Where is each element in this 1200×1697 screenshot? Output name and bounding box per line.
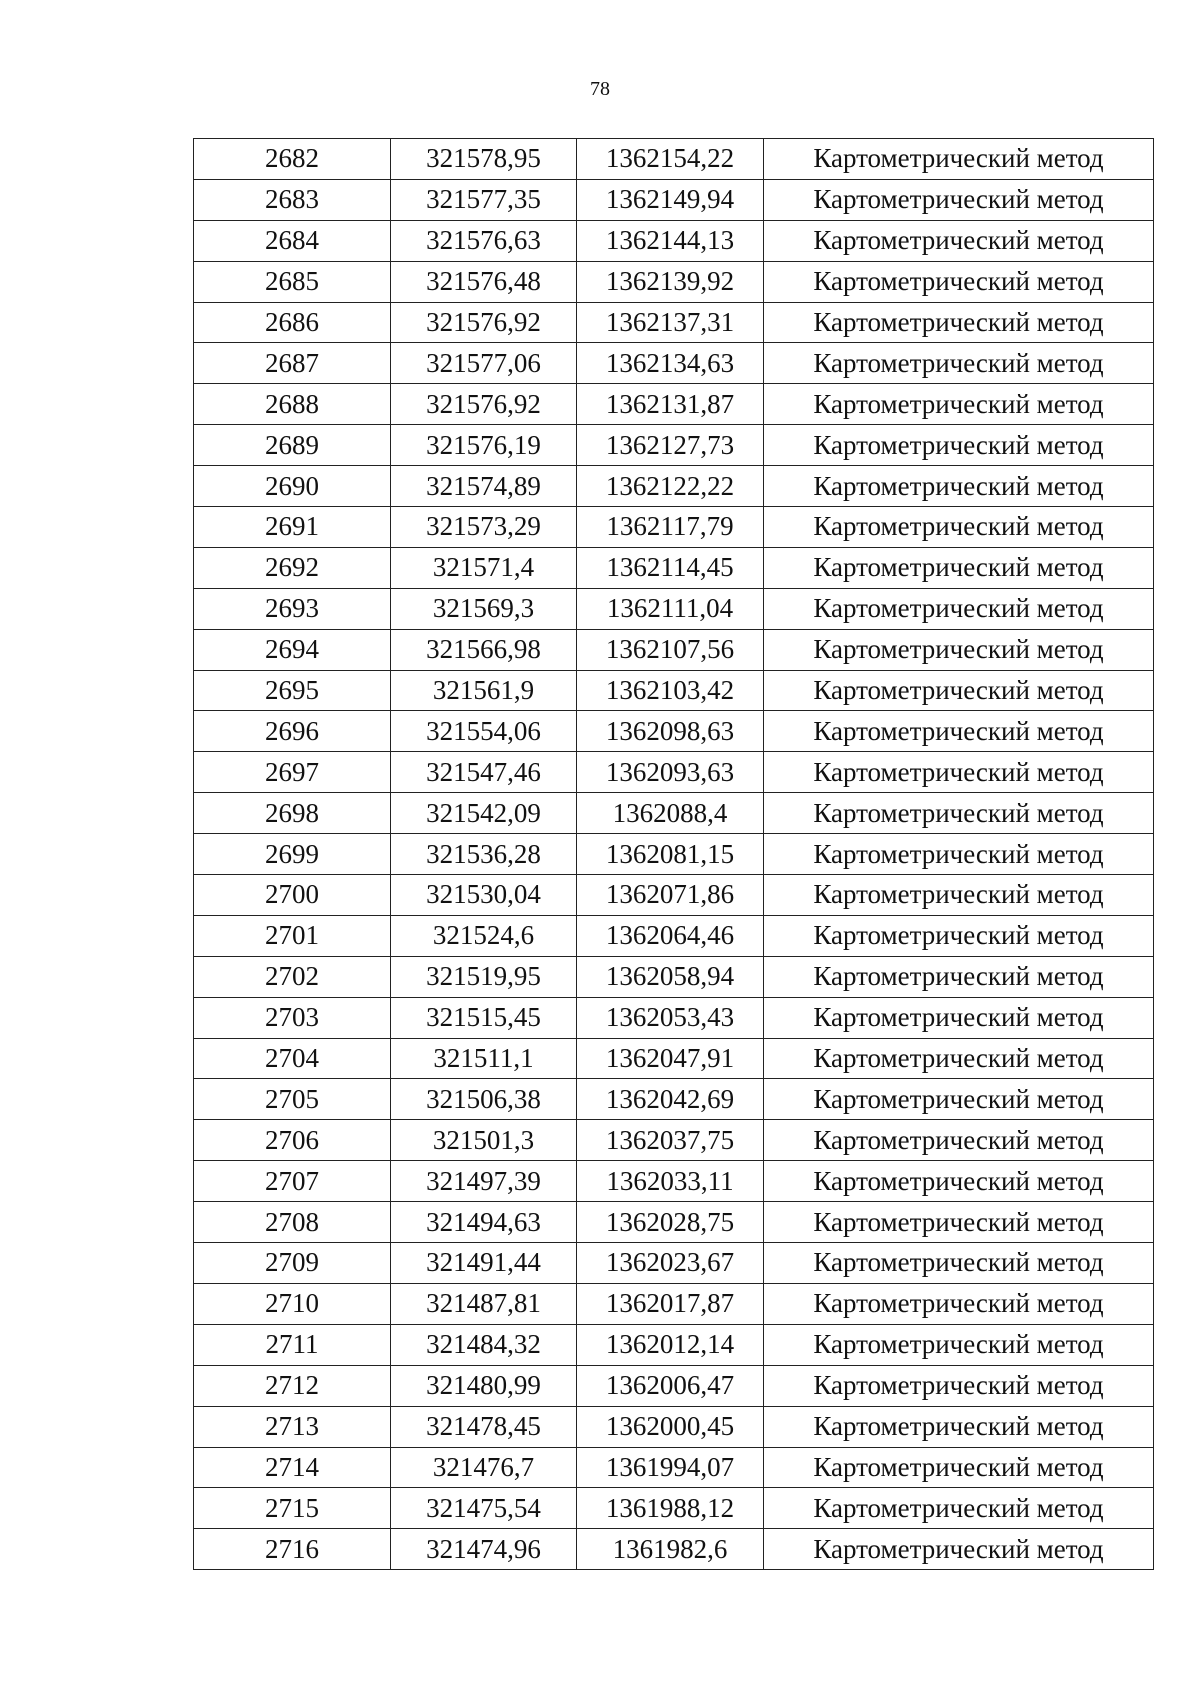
point-number-cell: 2688 xyxy=(194,384,391,425)
method-cell: Картометрический метод xyxy=(764,1120,1154,1161)
x-coordinate-cell: 321487,81 xyxy=(391,1283,577,1324)
x-coordinate-cell: 321491,44 xyxy=(391,1243,577,1284)
method-cell: Картометрический метод xyxy=(764,793,1154,834)
x-coordinate-cell: 321475,54 xyxy=(391,1488,577,1529)
y-coordinate-cell: 1362107,56 xyxy=(577,629,764,670)
y-coordinate-cell: 1361994,07 xyxy=(577,1447,764,1488)
y-coordinate-cell: 1362098,63 xyxy=(577,711,764,752)
method-cell: Картометрический метод xyxy=(764,466,1154,507)
table-row xyxy=(194,425,1154,466)
method-cell: Картометрический метод xyxy=(764,1079,1154,1120)
x-coordinate-cell: 321501,3 xyxy=(391,1120,577,1161)
y-coordinate-cell: 1361982,6 xyxy=(577,1529,764,1570)
method-cell: Картометрический метод xyxy=(764,507,1154,548)
table-row xyxy=(194,1283,1154,1324)
y-coordinate-cell: 1362111,04 xyxy=(577,588,764,629)
table-row xyxy=(194,588,1154,629)
y-coordinate-cell: 1362134,63 xyxy=(577,343,764,384)
page-number: 78 xyxy=(590,78,610,100)
point-number-cell: 2687 xyxy=(194,343,391,384)
y-coordinate-cell: 1362139,92 xyxy=(577,261,764,302)
point-number-cell: 2712 xyxy=(194,1365,391,1406)
y-coordinate-cell: 1362071,86 xyxy=(577,875,764,916)
x-coordinate-cell: 321494,63 xyxy=(391,1202,577,1243)
x-coordinate-cell: 321480,99 xyxy=(391,1365,577,1406)
point-number-cell: 2689 xyxy=(194,425,391,466)
point-number-cell: 2708 xyxy=(194,1202,391,1243)
method-cell: Картометрический метод xyxy=(764,588,1154,629)
method-cell: Картометрический метод xyxy=(764,629,1154,670)
point-number-cell: 2692 xyxy=(194,547,391,588)
coordinates-table-body xyxy=(194,139,1154,1570)
point-number-cell: 2682 xyxy=(194,139,391,180)
point-number-cell: 2703 xyxy=(194,997,391,1038)
y-coordinate-cell: 1362047,91 xyxy=(577,1038,764,1079)
table-row xyxy=(194,1161,1154,1202)
x-coordinate-cell: 321476,7 xyxy=(391,1447,577,1488)
point-number-cell: 2716 xyxy=(194,1529,391,1570)
point-number-cell: 2714 xyxy=(194,1447,391,1488)
x-coordinate-cell: 321515,45 xyxy=(391,997,577,1038)
point-number-cell: 2691 xyxy=(194,507,391,548)
point-number-cell: 2704 xyxy=(194,1038,391,1079)
x-coordinate-cell: 321571,4 xyxy=(391,547,577,588)
table-row xyxy=(194,915,1154,956)
y-coordinate-cell: 1362012,14 xyxy=(577,1324,764,1365)
method-cell: Картометрический метод xyxy=(764,875,1154,916)
y-coordinate-cell: 1362127,73 xyxy=(577,425,764,466)
point-number-cell: 2710 xyxy=(194,1283,391,1324)
y-coordinate-cell: 1362144,13 xyxy=(577,220,764,261)
y-coordinate-cell: 1362058,94 xyxy=(577,956,764,997)
method-cell: Картометрический метод xyxy=(764,956,1154,997)
y-coordinate-cell: 1362137,31 xyxy=(577,302,764,343)
y-coordinate-cell: 1362149,94 xyxy=(577,179,764,220)
coordinates-table xyxy=(193,138,1154,1570)
y-coordinate-cell: 1362037,75 xyxy=(577,1120,764,1161)
y-coordinate-cell: 1362017,87 xyxy=(577,1283,764,1324)
x-coordinate-cell: 321530,04 xyxy=(391,875,577,916)
x-coordinate-cell: 321497,39 xyxy=(391,1161,577,1202)
table-row xyxy=(194,547,1154,588)
y-coordinate-cell: 1362033,11 xyxy=(577,1161,764,1202)
table-row xyxy=(194,670,1154,711)
y-coordinate-cell: 1362053,43 xyxy=(577,997,764,1038)
point-number-cell: 2711 xyxy=(194,1324,391,1365)
table-row xyxy=(194,1488,1154,1529)
y-coordinate-cell: 1362103,42 xyxy=(577,670,764,711)
table-row xyxy=(194,1447,1154,1488)
method-cell: Картометрический метод xyxy=(764,384,1154,425)
method-cell: Картометрический метод xyxy=(764,1283,1154,1324)
table-row xyxy=(194,343,1154,384)
point-number-cell: 2683 xyxy=(194,179,391,220)
point-number-cell: 2706 xyxy=(194,1120,391,1161)
method-cell: Картометрический метод xyxy=(764,834,1154,875)
y-coordinate-cell: 1362064,46 xyxy=(577,915,764,956)
method-cell: Картометрический метод xyxy=(764,1529,1154,1570)
method-cell: Картометрический метод xyxy=(764,343,1154,384)
table-row xyxy=(194,1202,1154,1243)
x-coordinate-cell: 321576,63 xyxy=(391,220,577,261)
x-coordinate-cell: 321524,6 xyxy=(391,915,577,956)
x-coordinate-cell: 321576,48 xyxy=(391,261,577,302)
table-row xyxy=(194,875,1154,916)
x-coordinate-cell: 321478,45 xyxy=(391,1406,577,1447)
x-coordinate-cell: 321578,95 xyxy=(391,139,577,180)
point-number-cell: 2715 xyxy=(194,1488,391,1529)
point-number-cell: 2693 xyxy=(194,588,391,629)
point-number-cell: 2709 xyxy=(194,1243,391,1284)
table-row xyxy=(194,834,1154,875)
x-coordinate-cell: 321554,06 xyxy=(391,711,577,752)
method-cell: Картометрический метод xyxy=(764,711,1154,752)
method-cell: Картометрический метод xyxy=(764,220,1154,261)
method-cell: Картометрический метод xyxy=(764,997,1154,1038)
x-coordinate-cell: 321576,92 xyxy=(391,302,577,343)
method-cell: Картометрический метод xyxy=(764,547,1154,588)
x-coordinate-cell: 321519,95 xyxy=(391,956,577,997)
x-coordinate-cell: 321574,89 xyxy=(391,466,577,507)
y-coordinate-cell: 1361988,12 xyxy=(577,1488,764,1529)
y-coordinate-cell: 1362028,75 xyxy=(577,1202,764,1243)
x-coordinate-cell: 321506,38 xyxy=(391,1079,577,1120)
table-row xyxy=(194,956,1154,997)
point-number-cell: 2697 xyxy=(194,752,391,793)
table-row xyxy=(194,752,1154,793)
table-row xyxy=(194,997,1154,1038)
y-coordinate-cell: 1362000,45 xyxy=(577,1406,764,1447)
y-coordinate-cell: 1362114,45 xyxy=(577,547,764,588)
x-coordinate-cell: 321569,3 xyxy=(391,588,577,629)
method-cell: Картометрический метод xyxy=(764,302,1154,343)
table-row xyxy=(194,1406,1154,1447)
method-cell: Картометрический метод xyxy=(764,179,1154,220)
x-coordinate-cell: 321547,46 xyxy=(391,752,577,793)
y-coordinate-cell: 1362131,87 xyxy=(577,384,764,425)
table-row xyxy=(194,466,1154,507)
x-coordinate-cell: 321484,32 xyxy=(391,1324,577,1365)
method-cell: Картометрический метод xyxy=(764,425,1154,466)
method-cell: Картометрический метод xyxy=(764,1243,1154,1284)
x-coordinate-cell: 321576,19 xyxy=(391,425,577,466)
table-row xyxy=(194,139,1154,180)
x-coordinate-cell: 321577,06 xyxy=(391,343,577,384)
table-row xyxy=(194,507,1154,548)
method-cell: Картометрический метод xyxy=(764,1202,1154,1243)
y-coordinate-cell: 1362006,47 xyxy=(577,1365,764,1406)
point-number-cell: 2702 xyxy=(194,956,391,997)
y-coordinate-cell: 1362042,69 xyxy=(577,1079,764,1120)
table-row xyxy=(194,1365,1154,1406)
table-row xyxy=(194,179,1154,220)
table-row xyxy=(194,384,1154,425)
method-cell: Картометрический метод xyxy=(764,1447,1154,1488)
point-number-cell: 2707 xyxy=(194,1161,391,1202)
method-cell: Картометрический метод xyxy=(764,1365,1154,1406)
x-coordinate-cell: 321542,09 xyxy=(391,793,577,834)
table-row xyxy=(194,1324,1154,1365)
point-number-cell: 2686 xyxy=(194,302,391,343)
table-row xyxy=(194,1243,1154,1284)
method-cell: Картометрический метод xyxy=(764,139,1154,180)
table-row xyxy=(194,629,1154,670)
y-coordinate-cell: 1362023,67 xyxy=(577,1243,764,1284)
y-coordinate-cell: 1362093,63 xyxy=(577,752,764,793)
y-coordinate-cell: 1362122,22 xyxy=(577,466,764,507)
method-cell: Картометрический метод xyxy=(764,1488,1154,1529)
x-coordinate-cell: 321566,98 xyxy=(391,629,577,670)
method-cell: Картометрический метод xyxy=(764,1161,1154,1202)
table-row xyxy=(194,1038,1154,1079)
method-cell: Картометрический метод xyxy=(764,670,1154,711)
table-row xyxy=(194,302,1154,343)
point-number-cell: 2700 xyxy=(194,875,391,916)
x-coordinate-cell: 321573,29 xyxy=(391,507,577,548)
point-number-cell: 2694 xyxy=(194,629,391,670)
point-number-cell: 2705 xyxy=(194,1079,391,1120)
table-row xyxy=(194,793,1154,834)
table-row xyxy=(194,1120,1154,1161)
x-coordinate-cell: 321577,35 xyxy=(391,179,577,220)
method-cell: Картометрический метод xyxy=(764,261,1154,302)
point-number-cell: 2698 xyxy=(194,793,391,834)
method-cell: Картометрический метод xyxy=(764,915,1154,956)
method-cell: Картометрический метод xyxy=(764,1038,1154,1079)
table-row xyxy=(194,1079,1154,1120)
point-number-cell: 2696 xyxy=(194,711,391,752)
x-coordinate-cell: 321536,28 xyxy=(391,834,577,875)
point-number-cell: 2695 xyxy=(194,670,391,711)
x-coordinate-cell: 321576,92 xyxy=(391,384,577,425)
point-number-cell: 2685 xyxy=(194,261,391,302)
method-cell: Картометрический метод xyxy=(764,1324,1154,1365)
table-row xyxy=(194,261,1154,302)
point-number-cell: 2701 xyxy=(194,915,391,956)
table-row xyxy=(194,220,1154,261)
table-row xyxy=(194,1529,1154,1570)
method-cell: Картометрический метод xyxy=(764,752,1154,793)
point-number-cell: 2713 xyxy=(194,1406,391,1447)
point-number-cell: 2684 xyxy=(194,220,391,261)
x-coordinate-cell: 321474,96 xyxy=(391,1529,577,1570)
point-number-cell: 2699 xyxy=(194,834,391,875)
method-cell: Картометрический метод xyxy=(764,1406,1154,1447)
x-coordinate-cell: 321561,9 xyxy=(391,670,577,711)
table-row xyxy=(194,711,1154,752)
y-coordinate-cell: 1362117,79 xyxy=(577,507,764,548)
point-number-cell: 2690 xyxy=(194,466,391,507)
y-coordinate-cell: 1362088,4 xyxy=(577,793,764,834)
x-coordinate-cell: 321511,1 xyxy=(391,1038,577,1079)
y-coordinate-cell: 1362154,22 xyxy=(577,139,764,180)
y-coordinate-cell: 1362081,15 xyxy=(577,834,764,875)
